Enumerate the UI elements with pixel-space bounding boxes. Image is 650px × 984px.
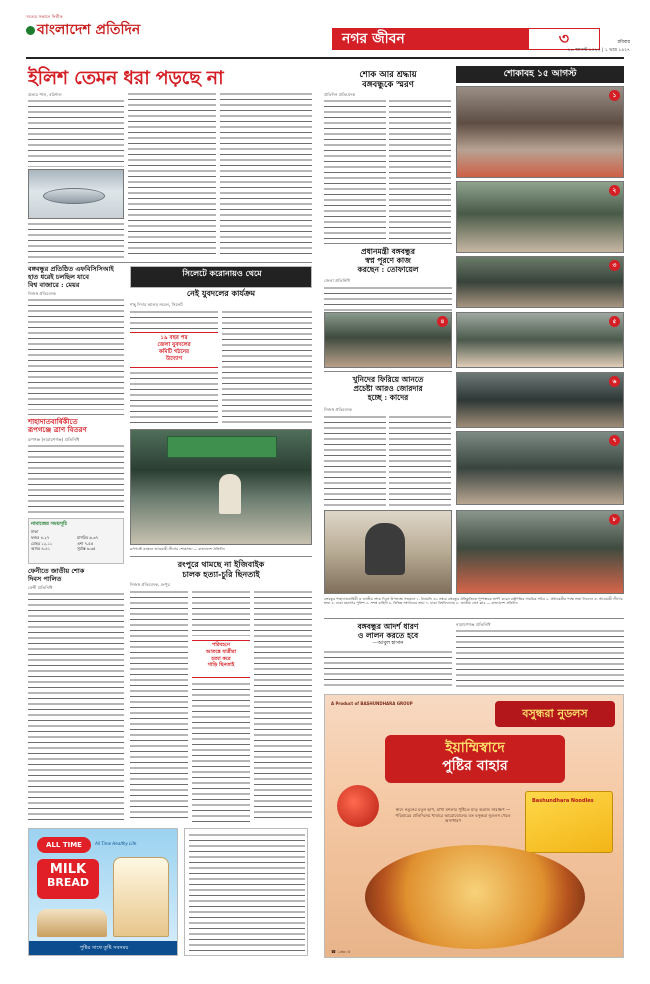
story-sylhet-headline (135, 269, 309, 279)
story-feni-byline: ফেনী প্রতিনিধি (28, 585, 53, 590)
story-killers-body-a (324, 415, 386, 507)
divider (130, 556, 312, 557)
page-number: ৩ (528, 28, 600, 50)
ad-placeholder-panel (184, 828, 308, 956)
product-word-1: MILK (49, 862, 87, 877)
story-rangpur-headline[interactable] (130, 560, 312, 579)
headline-line: সিলেটে করোনায়ও থেমে (182, 268, 262, 278)
phone-icon: ☎ (331, 949, 338, 954)
story-rupganj-headline[interactable] (28, 418, 128, 435)
bread-pack-image (113, 857, 169, 937)
ad-body-lines (189, 833, 305, 953)
header-rule (26, 57, 624, 59)
headline-line: বঙ্গবন্ধুর প্রতিষ্ঠিত এফবিসিসিআই (28, 265, 114, 273)
section-bar (332, 28, 600, 50)
divider (324, 371, 452, 372)
story-ideal-byline: নারায়ণগঞ্জ প্রতিনিধি (456, 622, 491, 627)
masthead-logo (26, 21, 166, 39)
headline-line: প্রধানমন্ত্রী বঙ্গবন্ধুর (361, 247, 415, 256)
story-memorial-headline[interactable] (324, 70, 452, 90)
headline-line: হাত ধরেই চলছিল যাবে (28, 272, 90, 281)
prayer-times-list-b (77, 535, 121, 552)
ad-brand-logo: বসুন্ধরা নুডলস (495, 701, 615, 727)
portrait-shape (365, 523, 405, 575)
pullquote-line: উদ্যোগ (165, 356, 183, 363)
logo-icon (26, 26, 35, 35)
dateline-date: ১৬ আগস্ট ২০২০ | ১ ভাদ্র ১৪২৭ (567, 48, 630, 53)
tomato-image (337, 785, 379, 827)
dateline-day: রবিবার (617, 40, 630, 45)
ad-slogan-2: পুষ্টির বাহার (442, 758, 508, 775)
story-feni-headline[interactable] (28, 568, 128, 584)
memorial-photo-6 (456, 372, 624, 428)
story-memorial-body-b (389, 99, 451, 239)
headline-line: বঙ্গবন্ধুর আদর্শ ধারণ (357, 622, 419, 631)
story-hilsha-body-col2 (128, 92, 216, 258)
story-killers-headline[interactable] (324, 375, 452, 402)
headline-line: প্রচেষ্টা আরও জোরদার (353, 384, 423, 393)
noodle-pack-image (525, 791, 613, 853)
prayer-row: সূর্যাস্ত ৬-৩৫ (77, 546, 96, 551)
banner-shape (167, 436, 277, 458)
pullquote-line: ১৯ বছর পর (160, 335, 188, 341)
story-sylhet-headline-box[interactable] (130, 266, 312, 288)
story-memorial-byline: প্রতিদিন প্রতিবেদক (324, 92, 356, 97)
story-ideal-headline[interactable] (324, 622, 452, 646)
story-worldbank-byline: নিজস্ব প্রতিবেদক (28, 291, 56, 296)
divider (324, 618, 624, 619)
headline-line: চালক হত্যা-চুরি ছিনতাই (182, 568, 260, 579)
hilsha-fish-photo (28, 169, 124, 219)
ad-body-copy: স্বাদে নতুনের মতুন ছাপ, মাখা মশলার পুষ্টিতে মাতৃ অরাজ সারাক্ষণ — পরিবারের প্রতিদিনের খাবারে আরোঘোলের মত বসুন্ধরা নুডলস খেতে অসাধারণ (395, 807, 511, 824)
prayer-times-title: নামাজের সময়সূচি (31, 521, 68, 527)
story-pm-byline: জেলা প্রতিনিধি (324, 278, 350, 283)
memorial-photo-7 (456, 431, 624, 505)
photo-number-badge: ৮ (609, 514, 620, 525)
headline-line: রূপগঞ্জে ত্রাণ বিতরণ (28, 425, 87, 435)
divider (324, 243, 452, 244)
story-memorial-body-a (324, 99, 386, 239)
photo-number-badge: ৬ (609, 376, 620, 387)
memorial-photo-portrait (324, 510, 452, 594)
story-ideal-body (456, 629, 624, 689)
story-rangpur-body-b (192, 590, 250, 636)
story-killers-body-b (389, 415, 451, 507)
logo-text: বাংলাদেশ প্রতিদিন (37, 22, 141, 39)
story-feni-body (28, 592, 124, 820)
speaker-shape (219, 474, 241, 514)
headline-line: বিশ্ব বাজারে : মেয়র (28, 280, 80, 289)
pullquote-line: হত্যা করে (211, 655, 231, 662)
story-sylhet-photo-caption: রূপগঞ্জে কাঞ্চনে আওয়ামী লীগের শোকসভা — বাংলাদেশ প্রতিদিন (130, 547, 225, 551)
story-sylhet-headline-2: নেই যুবদলের কার্যক্রম (186, 288, 256, 298)
headline-line: খুনিদের ফিরিয়ে আনতে (352, 375, 424, 384)
story-hilsha-byline: প্রত্যয় পাল, বরিশাল (28, 92, 62, 97)
ad-bashundhara-noodles[interactable] (324, 694, 624, 958)
story-rupganj-byline: রূপগঞ্জ (নারায়ণগঞ্জ) প্রতিনিধি (28, 437, 80, 442)
pullquote-line: কমিটি গঠনের (158, 349, 190, 356)
masthead[interactable] (26, 14, 166, 54)
story-hilsha-headline[interactable]: ইলিশ তেমন ধরা পড়ছে না (28, 67, 224, 89)
story-sylhet-pullquote (130, 332, 218, 368)
story-worldbank-body (28, 298, 124, 410)
prayer-row: আসর ৪-৪১ (31, 546, 50, 551)
hotline-number: ১৬৬০৫ (337, 949, 351, 954)
noodle-bowl-image (365, 845, 585, 949)
headline-line: শোক আর শ্রদ্ধায় (359, 70, 417, 80)
headline-line: ও লালন করতে হবে (357, 631, 419, 640)
headline-line: —আবুল হাসান (372, 640, 404, 646)
photo-number-badge: ২ (609, 185, 620, 196)
ad-slogan-1: ইয়াম্মিস্বাদে (445, 740, 505, 756)
headline-line: বঙ্গবন্ধুকে স্মরণ (362, 80, 414, 91)
memorial-photo-3 (456, 256, 624, 308)
ad-milk-bread-badge (37, 859, 99, 899)
memorial-photo-8 (456, 510, 624, 594)
photo-number-badge: ১ (609, 90, 620, 101)
story-hilsha-body-col1b (28, 222, 124, 258)
story-pm-headline[interactable] (324, 247, 452, 274)
ad-alltime-milk-bread[interactable] (28, 828, 178, 956)
headline-line: শাহাদাতবার্ষিকীতে (28, 417, 78, 426)
memorial-photo-2 (456, 181, 624, 253)
story-ideal-body-b (324, 650, 452, 690)
page-header (0, 0, 650, 58)
headline-line: ফেনীতে জাতীয় শোক (28, 567, 85, 575)
story-rangpur-byline: নিজস্ব প্রতিবেদক, রংপুর (130, 582, 170, 587)
ad-alltime-tagline: All Time Healthy Life (95, 841, 137, 846)
pack-label: Bashundhara Noodles (532, 798, 594, 804)
ad-hotline (331, 949, 350, 954)
story-worldbank-headline[interactable] (28, 266, 128, 289)
story-rupganj-body (28, 444, 124, 516)
memorial-photo-5 (456, 312, 624, 368)
masthead-tagline: সত্যের সন্ধানে নির্ভীক (26, 14, 63, 19)
story-rangpur-pullquote (192, 640, 250, 678)
divider (28, 262, 312, 263)
photo-number-badge: ৭ (609, 435, 620, 446)
pullquote-line: গাড়ি ছিনতাই (207, 662, 235, 669)
prayer-row: ফজর ৪-২৭ (31, 535, 50, 540)
story-rangpur-body-d (254, 590, 312, 822)
pullquote-line: জেলা যুবদলের (157, 342, 191, 349)
headline-line: রংপুরে থামছে না ইজিবাইক (177, 559, 265, 569)
photo-number-badge: ৪ (437, 316, 448, 327)
product-word-2: BREAD (46, 875, 89, 889)
ad-milk-slogan: পুষ্টির সাথে তুষ্টি সবসময় (29, 941, 178, 955)
shok-banner: শোকাবহ ১৫ আগস্ট (456, 66, 624, 83)
divider (28, 414, 124, 415)
story-rangpur-body-c (192, 682, 250, 822)
memorial-photo-1 (456, 86, 624, 178)
story-killers-byline: নিজস্ব প্রতিবেদক (324, 407, 352, 412)
pullquote-line: পরিবহনে (212, 642, 230, 648)
story-sylhet-body-a (130, 310, 218, 330)
photo-number-badge: ৩ (609, 260, 620, 271)
photo-number-badge: ৫ (609, 316, 620, 327)
story-hilsha-body-col1 (28, 99, 124, 167)
prayer-times-box (28, 518, 124, 564)
story-sylhet-body-c (222, 310, 312, 425)
headline-line: স্বপ্ন পূরণে কাজ (365, 256, 411, 265)
ad-group-label: A Product of BASHUNDHARA GROUP (331, 701, 413, 706)
ad-alltime-logo: ALL TIME (37, 837, 91, 853)
ad-slogan-panel (385, 735, 565, 783)
headline-line: দিবস পালিত (28, 574, 62, 583)
pullquote-line: আতঙ্কে যাত্রীরা (205, 648, 237, 655)
prayer-times-city: ঢাকা (31, 529, 39, 534)
prayer-row: যোহর ১২-১১ (31, 540, 53, 546)
section-name: নগর জীবন (342, 31, 405, 47)
bread-loaf-image (37, 909, 107, 937)
story-memorial-caption: বঙ্গবন্ধুর শাহাদাতবার্ষিকী ও জাতীয় শোক দিবস উপলক্ষে গতকাল ১. ধানমন্ডি ৩২ নম্বরে বঙ্গবন্ধুর প্রতিকৃতিতে পুষ্পস্তবক অর্পণ করেন রাষ্ট্রপতির সামরিক সচিব ২. প্রধানমন্ত্রীর পক্ষে শ্রদ্ধা নিবেদন ৩. আওয়ামী লীগের শ্রদ্ধা ৪. ঢাকা মহানগর পুলিশ ৫. সশস্ত্র বাহিনী ৬. বিভিন্ন সংগঠনের শ্রদ্ধা ৭. ঢাকা বিশ্ববিদ্যালয় ৮. জাতীয় প্রেস ক্লাব — বাংলাদেশ প্রতিদিন (324, 597, 623, 606)
story-hilsha-body-col3 (220, 92, 312, 258)
fish-shape-icon (43, 188, 105, 204)
headline-line: হচ্ছে : কাদের (367, 393, 409, 402)
prayer-row: মাগরিব ৬-৩৭ (77, 535, 98, 540)
story-sylhet-byline: শাহ্ দিদার আলম নবেল, সিলেট (130, 302, 183, 307)
prayer-row: এশা ৭-৫৫ (77, 540, 94, 546)
story-rangpur-body-a (130, 590, 188, 822)
story-sylhet-body-b (130, 371, 218, 425)
headline-line: করছেন : তোফায়েল (357, 265, 419, 274)
prayer-times-list-a (31, 535, 75, 552)
memorial-photo-4 (324, 312, 452, 368)
rupganj-meeting-photo (130, 429, 312, 545)
